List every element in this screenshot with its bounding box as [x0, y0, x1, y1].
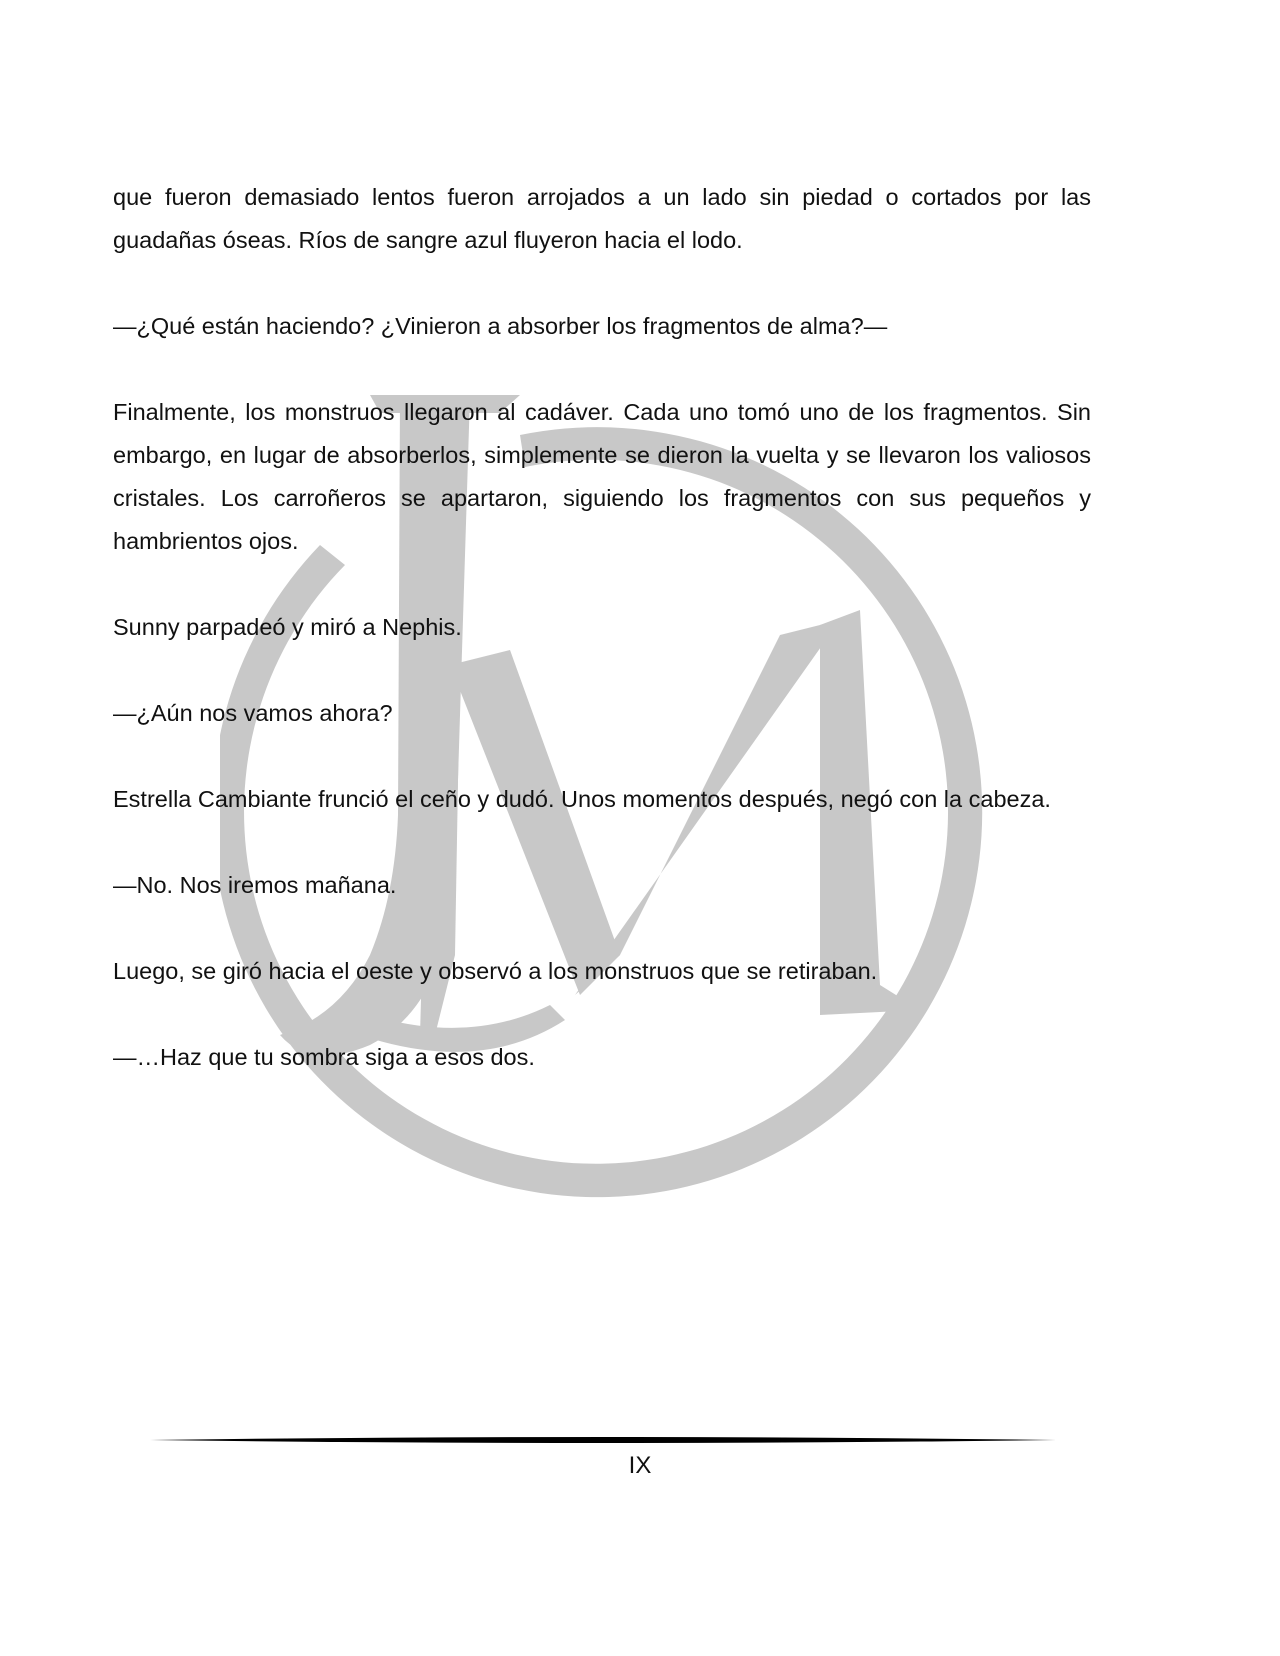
paragraph: Luego, se giró hacia el oeste y observó a los monstruos que se retiraban.: [113, 958, 878, 984]
paragraph: —¿Aún nos vamos ahora?: [113, 700, 393, 726]
paragraph: Sunny parpadeó y miró a Nephis.: [113, 614, 462, 640]
paragraph: Estrella Cambiante frunció el ceño y dudó. Unos momentos después, negó con la cabeza.: [113, 786, 1051, 812]
paragraph: —¿Qué están haciendo? ¿Vinieron a absorber los fragmentos de alma?—: [113, 313, 888, 339]
paragraph: Finalmente, los monstruos llegaron al cadáver. Cada uno tomó uno de los fragmentos. Sin embargo, en lugar de absorberlos, simplemente se dieron la vuelta y se llevaron los valiosos cristales. Los carroñeros se apartaron, siguiendo los fragmentos con sus pequeños y hambrientos ojos.: [113, 399, 1091, 554]
paragraph: —…Haz que tu sombra siga a esos dos.: [113, 1044, 535, 1070]
page-body: [113, 176, 1091, 1122]
paragraph: —No. Nos iremos mañana.: [113, 872, 397, 898]
footer-divider: [150, 1434, 1056, 1446]
paragraph: que fueron demasiado lentos fueron arrojados a un lado sin piedad o cortados por las guadañas óseas. Ríos de sangre azul fluyeron hacia el lodo.: [113, 184, 1091, 253]
page-number: IX: [628, 1452, 652, 1479]
